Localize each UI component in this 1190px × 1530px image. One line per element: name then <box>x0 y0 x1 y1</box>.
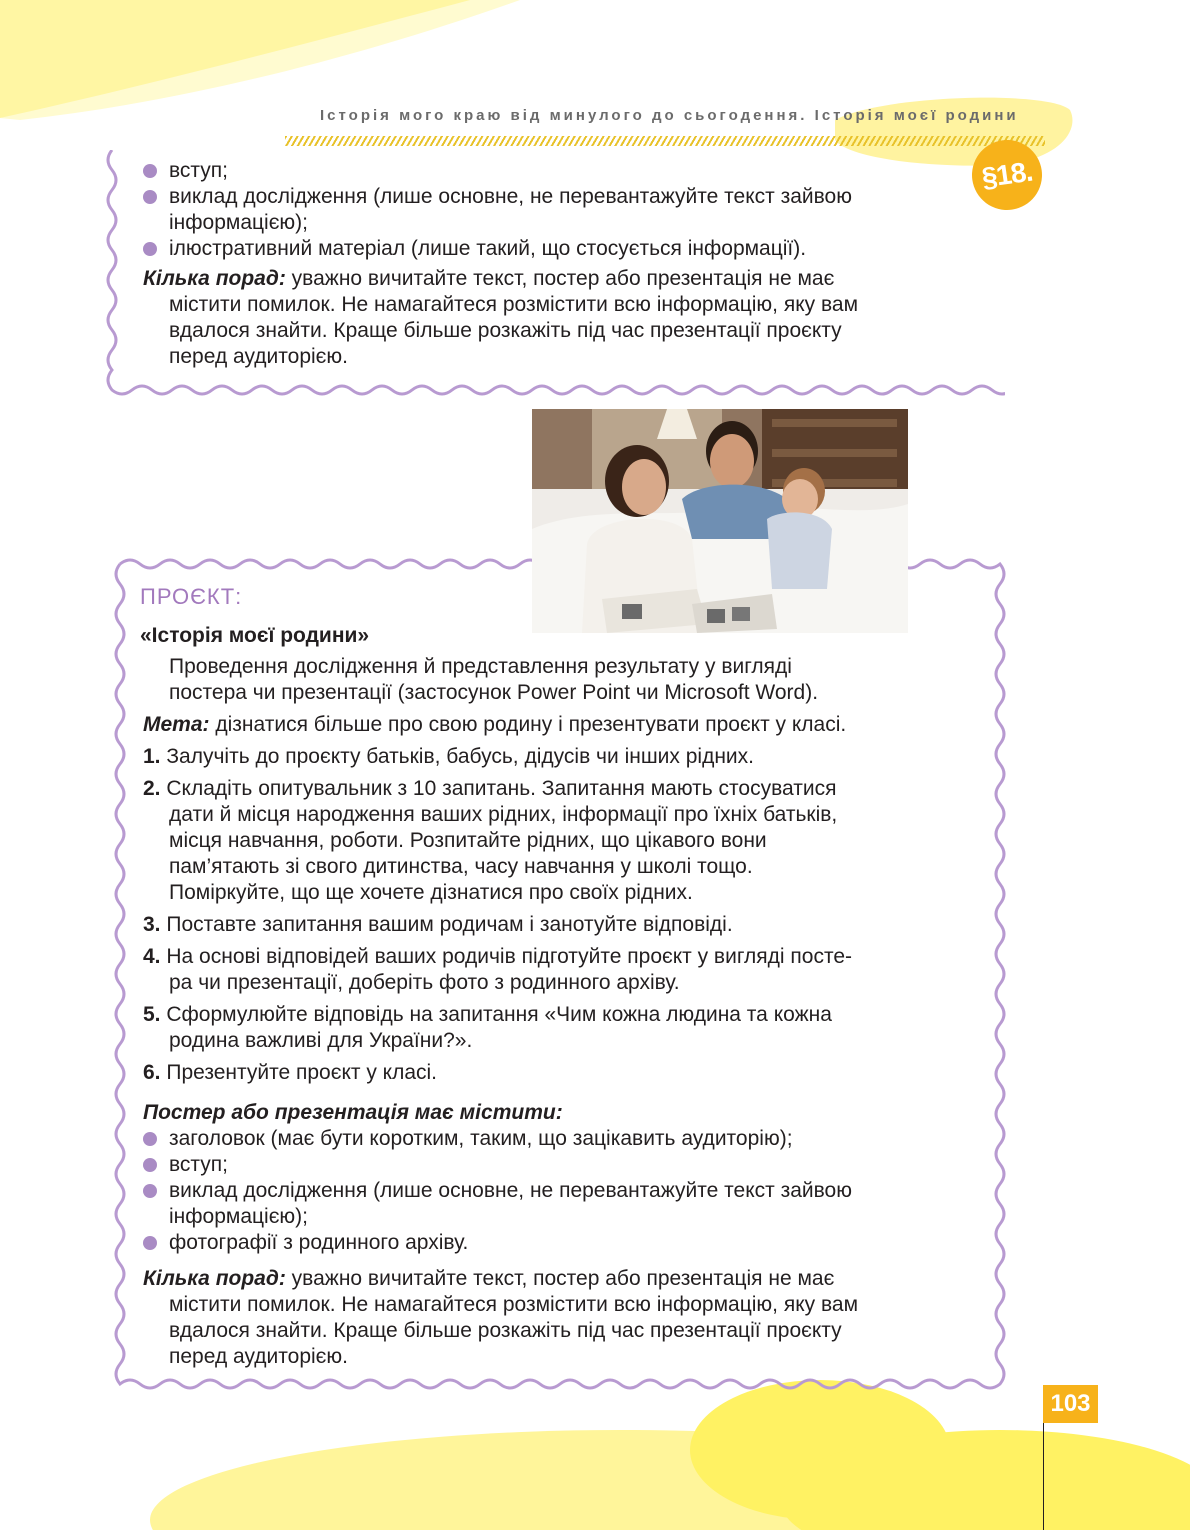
bullet-dot <box>143 1236 157 1250</box>
list-item <box>143 1126 858 1152</box>
step-item <box>143 1060 858 1086</box>
step-text: На основі відповідей ваших родичів підготуйте проєкт у вигляді посте- <box>166 945 852 968</box>
tips-text: вдалося знайти. Краще більше розкажіть під час презентації проєкту <box>169 1319 842 1342</box>
paragraph-badge: §18. <box>967 135 1046 214</box>
step-number: 2. <box>143 777 161 800</box>
bullet-dot <box>143 1158 157 1172</box>
list-item <box>143 184 858 210</box>
bullet-text: вступ; <box>169 159 228 182</box>
step-item <box>143 776 858 802</box>
step-text: Поставте запитання вашим родичам і занотуйте відповіді. <box>166 913 733 936</box>
tips-text: перед аудиторією. <box>169 345 348 368</box>
project-name: «Історія моєї родини» <box>140 624 370 647</box>
list-item <box>143 1178 858 1204</box>
project-title: ПРОЄКТ: <box>140 584 243 609</box>
step-number: 3. <box>143 913 161 936</box>
step-number: 5. <box>143 1003 161 1026</box>
tips-text: містити помилок. Не намагайтеся розмістити всю інформацію, яку вам <box>169 1293 859 1316</box>
header-part1: Історія мого краю від минулого до сьогодення. <box>320 107 808 124</box>
step-number: 6. <box>143 1061 161 1084</box>
list-item <box>143 236 858 262</box>
tips-label: Кілька порад: <box>143 267 286 290</box>
intro-text: Проведення дослідження й представлення результату у вигляді <box>169 655 792 678</box>
step-text-cont: пам’ятають зі свого дитинства, часу навчання у школі тощо. <box>169 855 753 878</box>
tips-text: вдалося знайти. Краще більше розкажіть під час презентації проєкту <box>169 319 842 342</box>
tips-line <box>143 266 858 292</box>
step-item <box>143 744 858 770</box>
step-item <box>143 1002 858 1028</box>
bullet-dot <box>143 164 157 178</box>
step-text-cont: місця навчання, роботи. Розпитайте рідних, що цікавого вони <box>169 829 767 852</box>
goal-label: Мета: <box>143 713 210 736</box>
tips-line <box>143 1266 858 1292</box>
bullet-dot <box>143 1184 157 1198</box>
bullet-dot <box>143 190 157 204</box>
bullet-text-cont: інформацією); <box>169 1205 309 1228</box>
bullet-text: фотографії з родинного архіву. <box>169 1231 469 1254</box>
step-text: Залучіть до проєкту батьків, бабусь, дідусів чи інших рідних. <box>166 745 755 768</box>
goal-text: дізнатися більше про свою родину і презентувати проєкт у класі. <box>215 713 847 736</box>
list-item <box>143 1230 858 1256</box>
tips-label: Кілька порад: <box>143 1267 286 1290</box>
step-item <box>143 944 858 970</box>
list-item <box>143 1152 858 1178</box>
header-part2: Історія моєї родини <box>814 107 1019 124</box>
step-text: Складіть опитувальник з 10 запитань. Запитання мають стосуватися <box>166 777 837 800</box>
bullet-dot <box>143 242 157 256</box>
bullet-text: виклад дослідження (лише основне, не перевантажуйте текст зайвою <box>169 185 852 208</box>
bullet-text: виклад дослідження (лише основне, не перевантажуйте текст зайвою <box>169 1179 852 1202</box>
running-header <box>320 107 1019 124</box>
step-text: Презентуйте проєкт у класі. <box>166 1061 438 1084</box>
header-hatch-divider <box>285 136 1045 146</box>
bullet-text-cont: інформацією); <box>169 211 309 234</box>
step-number: 4. <box>143 945 161 968</box>
step-text-cont: дати й місця народження ваших рідних, інформації про їхніх батьків, <box>169 803 838 826</box>
step-item <box>143 912 858 938</box>
step-number: 1. <box>143 745 161 768</box>
list-item <box>143 158 858 184</box>
bullet-text: ілюстративний матеріал (лише такий, що стосується інформації). <box>169 237 807 260</box>
step-text-cont: Поміркуйте, що ще хочете дізнатися про своїх рідних. <box>169 881 693 904</box>
tips-text: перед аудиторією. <box>169 1345 348 1368</box>
intro-text: постера чи презентації (застосунок Power Point чи Microsoft Word). <box>169 681 819 704</box>
family-photo <box>532 409 908 633</box>
tips-text: містити помилок. Не намагайтеся розмістити всю інформацію, яку вам <box>169 293 859 316</box>
tips-text: уважно вичитайте текст, постер або презентація не має <box>291 267 835 290</box>
page-number: 103 <box>1043 1385 1098 1423</box>
goal-line <box>143 712 858 738</box>
bullet-text: заголовок (має бути коротким, таким, що зацікавить аудиторію); <box>169 1127 793 1150</box>
step-text: Сформулюйте відповідь на запитання «Чим кожна людина та кожна <box>166 1003 832 1026</box>
bullet-dot <box>143 1132 157 1146</box>
project-body <box>143 654 858 1370</box>
tips-text: уважно вичитайте текст, постер або презентація не має <box>291 1267 835 1290</box>
poster-label: Постер або презентація має містити: <box>143 1101 563 1124</box>
bullet-text: вступ; <box>169 1153 228 1176</box>
step-text-cont: родина важливі для України?». <box>169 1029 473 1052</box>
top-box-content <box>143 158 858 370</box>
step-text-cont: ра чи презентації, доберіть фото з родинного архіву. <box>169 971 680 994</box>
